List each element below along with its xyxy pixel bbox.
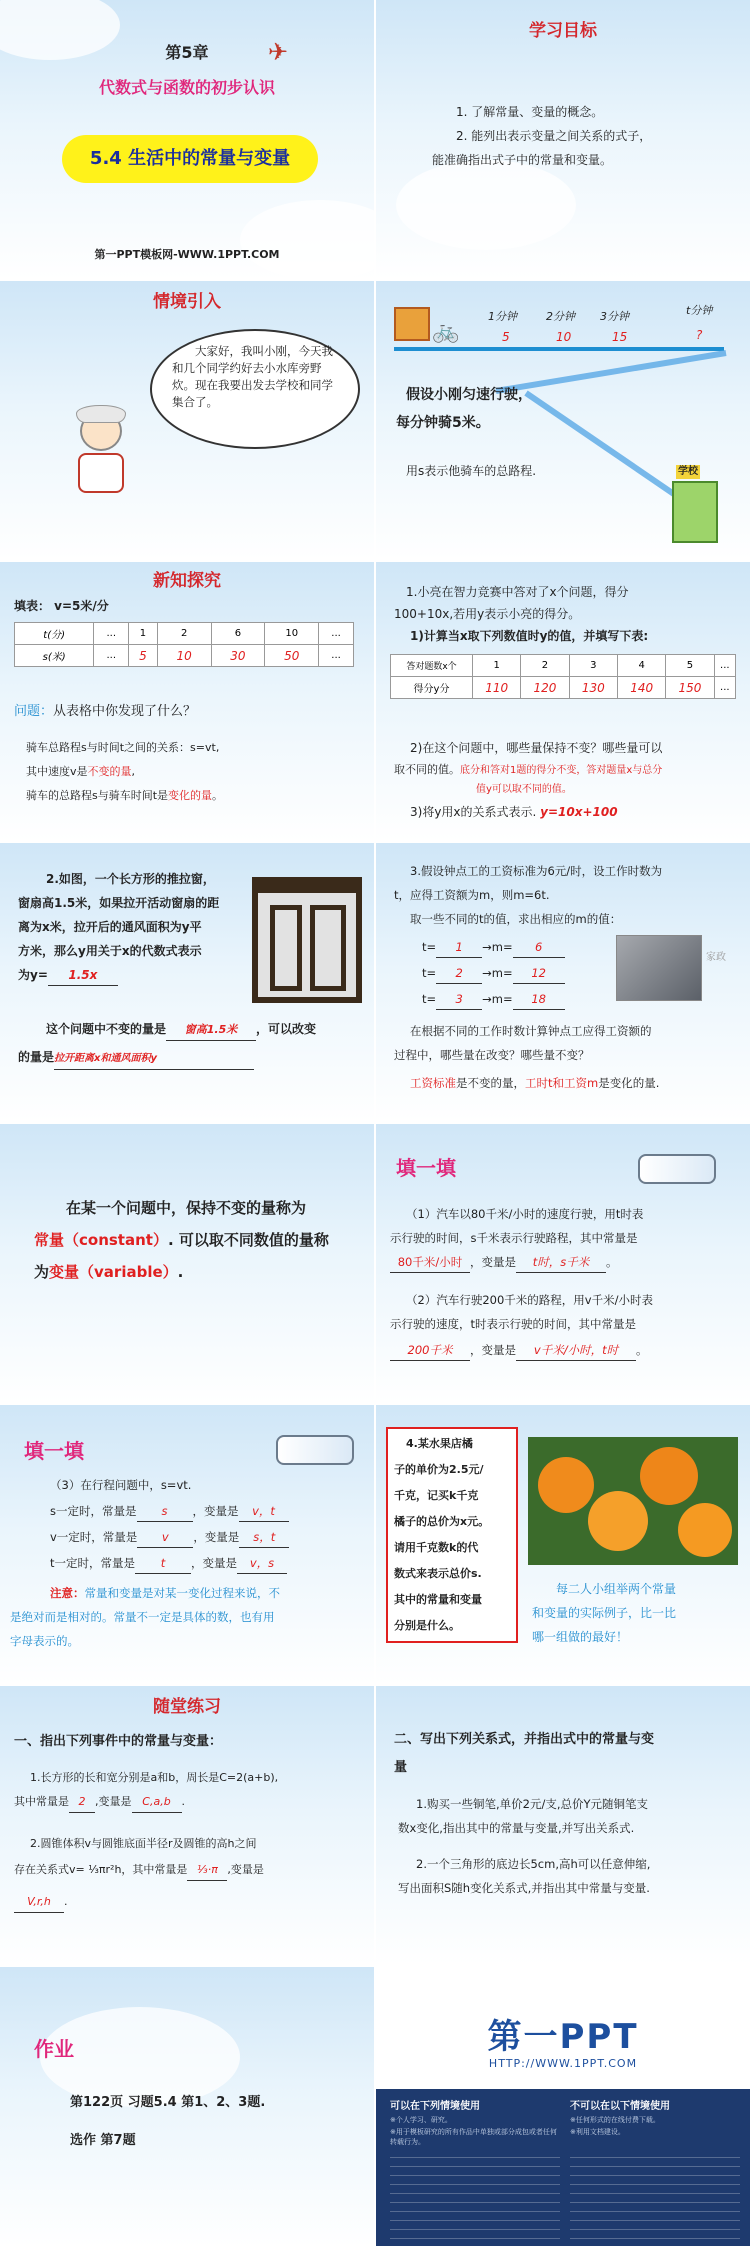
text: . (177, 1263, 184, 1281)
lesson-title-pill: 5.4 生活中的常量与变量 (62, 135, 318, 183)
answer: 80千米/小时 (390, 1252, 470, 1273)
slide-8-wage (376, 843, 750, 1122)
time-label: 3分钟 (600, 310, 629, 323)
table-cell: 30 (211, 645, 265, 667)
line-2: t，应得工资额为m，则m=6t. (394, 888, 550, 902)
slide-1-cover (0, 0, 374, 279)
line-1: 骑车总路程s与时间t之间的关系：s=vt, (26, 741, 220, 754)
line-1: 2.如图，一个长方形的推拉窗， (46, 872, 215, 886)
problem-line: 千克，记买k千克 (394, 1489, 479, 1502)
table-row (391, 677, 736, 699)
problem-line: 子的单价为2.5元/ (394, 1463, 484, 1476)
text: s一定时，常量是 (50, 1504, 137, 1518)
table-cell: ... (319, 623, 354, 645)
table-row (15, 623, 354, 645)
homework-title: 作业 (34, 2037, 74, 2061)
answer: t时，s千米 (516, 1252, 606, 1273)
table-cell: 1 (129, 623, 158, 645)
question-label: 问题： (14, 704, 54, 719)
slide-4-travel (376, 281, 750, 560)
can-use-1: ※个人学习、研究。 (390, 2116, 452, 2124)
text: 的量是 (18, 1050, 55, 1064)
answer: 12 (513, 963, 565, 984)
answer: 2 (436, 963, 482, 984)
answer: V,r,h (14, 1892, 64, 1913)
answer: 200千米 (390, 1340, 470, 1361)
note-2: 是绝对而是相对的。常量不一定是具体的数，也有用 (10, 1610, 275, 1624)
answer: 6 (513, 937, 565, 958)
line-1: 假设小刚匀速行驶， (406, 387, 532, 403)
time-label: 2分钟 (546, 310, 575, 323)
p2: 1)计算当x取下列数值时y的值，并填写下表: (410, 629, 649, 643)
highlight: 不变的量 (87, 765, 132, 778)
table-cell: 2 (157, 623, 211, 645)
cannot-use-1: ※任何形式的在线付费下载。 (570, 2116, 660, 2124)
fill-heading: 填一填 (396, 1156, 456, 1180)
bus-icon (638, 1154, 716, 1184)
p3d: 值y可以取不同的值。 (476, 784, 572, 795)
p1c (390, 1252, 618, 1273)
line-4: 方米，那么y用关于x的代数式表示 (18, 944, 202, 958)
slide-3-intro (0, 281, 374, 560)
slide-11-fill (0, 1405, 374, 1684)
p2b: 写出面积S随h变化关系式,并指出其中常量与变量. (398, 1881, 650, 1895)
cannot-use-2: ※利用文档建设。 (570, 2128, 625, 2136)
answer: 1.5x (48, 965, 118, 986)
p1a: （1）汽车以80千米/小时的速度行驶，用t时表 (406, 1207, 644, 1221)
dist-value: 10 (556, 330, 572, 344)
table-cell: 5 (129, 645, 158, 667)
table-cell: 2 (521, 655, 569, 677)
text: t一定时，常量是 (50, 1556, 136, 1570)
paper-plane-icon: ✈ (268, 38, 289, 66)
table-cell: 10 (157, 645, 211, 667)
text: ，变量是 (191, 1556, 238, 1570)
text: ，变量是 (192, 1504, 239, 1518)
text: →m= (482, 992, 513, 1006)
problem-line: 橘子的总价为x元。 (394, 1515, 490, 1528)
slide-14-practice (376, 1686, 750, 1965)
answer: v千米/小时，t时 (516, 1340, 636, 1361)
line-5: 过程中，哪些量在改变？哪些量不变？ (394, 1048, 590, 1062)
license-footer (376, 2089, 750, 2246)
slide-10-fill (376, 1124, 750, 1403)
slide-13-practice (0, 1686, 374, 1965)
p2c (390, 1340, 648, 1361)
term-constant: 常量（constant） (34, 1231, 168, 1249)
bus-icon (276, 1435, 354, 1465)
answer: 3 (436, 989, 482, 1010)
window-image (252, 877, 362, 1003)
highlight: 工资标准 (410, 1076, 456, 1090)
row-s (50, 1501, 289, 1522)
table-cell: 50 (265, 645, 319, 667)
def-line-1: 在某一个问题中，保持不变的量称为 (66, 1199, 307, 1217)
table-cell: 4 (617, 655, 665, 677)
orange-photo (528, 1437, 738, 1565)
problem-line: 请用千克数k的代 (394, 1541, 479, 1554)
line-2 (26, 762, 135, 782)
fill-heading: 填一填 (24, 1439, 84, 1463)
homework-line-1: 第122页 习题5.4 第1、2、3题. (70, 2095, 266, 2110)
def-line-2 (34, 1230, 329, 1250)
slide-9-definition (0, 1124, 374, 1403)
p1b: 示行驶的时间，s千米表示行驶路程，其中常量是 (390, 1231, 638, 1245)
answer: v (137, 1527, 193, 1548)
text: 。 (636, 1343, 648, 1357)
text: . (64, 1895, 68, 1908)
text: →m= (482, 940, 513, 954)
slide-title: 新知探究 (153, 571, 221, 591)
heading-2: 量 (394, 1760, 408, 1775)
slide-title: 随堂练习 (153, 1697, 221, 1717)
bubble-text: 大家好，我叫小刚，今天我和几个同学约好去小水库旁野炊。现在我要出发去学校和同学集合了。 (172, 344, 333, 409)
wage-row (422, 963, 565, 984)
heading-1: 二、写出下列关系式，并指出式中的常量与变 (394, 1732, 655, 1747)
line-1: （3）在行程问题中，s=vt. (50, 1478, 192, 1492)
row-t (50, 1553, 287, 1574)
school-label: 学校 (678, 466, 698, 477)
text: t= (422, 992, 437, 1006)
table-cell: 120 (521, 677, 569, 699)
table-cell: 3 (569, 655, 617, 677)
p2a: （2）汽车行驶200千米的路程，用v千米/小时表 (406, 1293, 653, 1307)
problem-line: 其中的常量和变量 (394, 1593, 482, 1606)
text: , (131, 765, 136, 778)
text: 3)将y用x的关系式表示. (410, 805, 537, 819)
school-building (672, 481, 718, 543)
table-cell: ... (319, 645, 354, 667)
table-cell: 150 (666, 677, 714, 699)
text: . 可以取不同数值的量称 (167, 1231, 329, 1249)
line-5 (18, 965, 118, 986)
line-6 (410, 1073, 659, 1093)
text: v一定时，常量是 (50, 1530, 138, 1544)
table-cell: s(米) (15, 645, 94, 667)
table-cell: 5 (666, 655, 714, 677)
table-cell: 答对题数x个 (391, 655, 473, 677)
highlight: 变化的量 (168, 789, 213, 802)
housekeeping-photo (616, 935, 702, 1001)
text: 。 (606, 1255, 618, 1269)
can-use-heading: 可以在下列情境使用 (390, 2101, 480, 2112)
line-7 (18, 1047, 254, 1070)
text: 这个问题中不变的量是 (46, 1022, 167, 1036)
answer: C,a,b (132, 1792, 182, 1813)
wage-row (422, 989, 565, 1010)
answer: v，s (237, 1553, 287, 1574)
note-1 (50, 1583, 280, 1603)
link-list-right (570, 2149, 740, 2239)
def-line-3 (34, 1262, 183, 1282)
slide-12-orange (376, 1405, 750, 1684)
text: 是变化的量. (598, 1076, 660, 1090)
line-3 (26, 786, 223, 806)
answer: 拉开距离x和通风面积y (54, 1049, 254, 1070)
answer: 1 (436, 937, 482, 958)
table-cell: ... (94, 645, 129, 667)
answer: s (137, 1501, 193, 1522)
table-cell: 得分y分 (391, 677, 473, 699)
text: →m= (482, 966, 513, 980)
time-label: 1分钟 (488, 310, 517, 323)
line-1: 3.假设钟点工的工资标准为6元/时，设工作时数为 (410, 864, 663, 878)
answer: 底分和答对1题的得分不变，答对题量x与总分 (460, 765, 663, 776)
side-line-1: 每二人小组举两个常量 (556, 1582, 677, 1596)
p3a: 2)在这个问题中，哪些量保持不变？哪些量可以 (410, 741, 663, 755)
can-use-2: ※用于模板研究的所有作品中单独或部分成包或者任何转载行为。 (390, 2128, 557, 2146)
note-label: 注意： (50, 1586, 85, 1600)
p1b: 数x变化,指出其中的常量与变量,并写出关系式. (398, 1821, 635, 1835)
p2b: 示行驶的速度，t时表示行驶的时间，其中常量是 (390, 1317, 637, 1331)
table-cell: ... (94, 623, 129, 645)
score-table (390, 654, 736, 699)
answer: v，t (239, 1501, 289, 1522)
slide-7-window (0, 843, 374, 1122)
answer: t (135, 1553, 191, 1574)
term-variable: 变量（variable） (49, 1263, 178, 1281)
answer: 窗高1.5米 (166, 1020, 256, 1041)
heading: 一、指出下列事件中的常量与变量： (14, 1734, 223, 1749)
question (14, 702, 196, 722)
slide-title: 学习目标 (529, 21, 597, 41)
row-v (50, 1527, 289, 1548)
line-4: 在根据不同的工作时数计算钟点工应得工资额的 (410, 1024, 652, 1038)
note-text: 常量和变量是对某一变化过程来说，不 (84, 1586, 280, 1600)
table-cell: 130 (569, 677, 617, 699)
problem-line: 数式来表示总价s. (394, 1567, 482, 1580)
text: 是不变的量， (456, 1076, 525, 1090)
highlight: 工时t和工资m (525, 1076, 599, 1090)
slide-title: 情境引入 (153, 292, 221, 312)
p4 (410, 802, 618, 822)
text: 存在关系式v= ⅓πr²h，其中常量是 (14, 1863, 188, 1876)
problem-line: 4.某水果店橘 (406, 1437, 473, 1450)
answer: ⅓·π (187, 1860, 227, 1881)
slide-5-explore (0, 562, 374, 841)
dist-value: 5 (502, 330, 510, 344)
brand-url[interactable]: HTTP://WWW.1PPT.COM (488, 2057, 638, 2070)
answer: 2 (69, 1792, 95, 1813)
p1a: 1.小亮在智力竞赛中答对了x个问题，得分 (406, 585, 629, 599)
line-6 (46, 1019, 316, 1041)
line-2: 窗扇高1.5米，如果拉开活动窗扇的距 (18, 896, 220, 910)
text: 骑车的总路程s与骑车时间t是 (26, 789, 169, 802)
p1a: 1.长方形的长和宽分别是a和b，周长是C=2(a+b), (30, 1771, 279, 1784)
cannot-use-heading: 不可以在以下情境使用 (570, 2101, 670, 2112)
p2b (14, 1860, 264, 1881)
text: t= (422, 966, 437, 980)
slide-16-brand (376, 1967, 750, 2246)
goal-item-1: 1. 了解常量、变量的概念。 (456, 105, 604, 119)
table-cell: 140 (617, 677, 665, 699)
table-cell: 10 (265, 623, 319, 645)
table-cell: ... (714, 677, 735, 699)
line-3: 用s表示他骑车的总路程. (406, 464, 537, 478)
line-3: 离为x米，拉开后的通风面积为y平 (18, 920, 202, 934)
text: t= (422, 940, 437, 954)
goal-item-2-cont: 能准确指出式子中的常量和变量。 (432, 153, 613, 167)
text: 为 (34, 1263, 50, 1281)
speed-table (14, 622, 354, 667)
text: 。 (212, 789, 224, 802)
slide-15-homework (0, 1967, 374, 2246)
chapter-label: 第5章 (165, 43, 209, 62)
slide-2-goals (376, 0, 750, 279)
p1b (14, 1792, 185, 1813)
p3b (394, 760, 662, 781)
p2c (14, 1892, 68, 1913)
site-label: 第一PPT模板网-WWW.1PPT.COM (94, 248, 280, 261)
text: 其中常量是 (14, 1795, 69, 1808)
text: 取不同的值。 (394, 763, 460, 776)
side-line-3: 哪一组做的最好！ (532, 1630, 629, 1644)
chapter-subtitle: 代数式与函数的初步认识 (98, 78, 275, 97)
brand-logo: 第一PPT (487, 2017, 639, 2057)
dist-value: ? (696, 328, 703, 342)
text: 为y= (18, 968, 48, 982)
p1b: 100+10x,若用y表示小亮的得分。 (394, 607, 581, 621)
text: ，可以改变 (256, 1022, 317, 1036)
question-text: 从表格中你发现了什么？ (53, 704, 197, 719)
note-3: 字母表示的。 (10, 1634, 79, 1648)
line-2: 每分钟骑5米。 (396, 415, 490, 431)
goal-item-2: 2. 能列出表示变量之间关系的式子， (456, 129, 652, 143)
slide-6-quiz (376, 562, 750, 841)
time-label: t分钟 (686, 304, 713, 317)
text: ，变量是 (470, 1343, 516, 1357)
table-cell: t(分) (15, 623, 94, 645)
text: ，变量是 (470, 1255, 516, 1269)
link-list-left (390, 2149, 560, 2239)
text: ,变量是 (227, 1863, 264, 1876)
table-cell: ... (714, 655, 735, 677)
table-row (15, 645, 354, 667)
problem-line: 分别是什么。 (394, 1619, 460, 1632)
answer: y=10x+100 (540, 805, 618, 819)
bicycle-icon: 🚲 (432, 319, 460, 344)
line-3: 取一些不同的t的值，求出相应的m的值： (410, 912, 622, 926)
text: 其中速度v是 (26, 765, 88, 778)
answer: 18 (513, 989, 565, 1010)
answer: s，t (239, 1527, 289, 1548)
dist-value: 15 (612, 330, 628, 344)
text: ,变量是 (95, 1795, 132, 1808)
table-label: 填表： v=5米/分 (14, 599, 109, 613)
text: ，变量是 (193, 1530, 240, 1544)
boy-avatar (70, 411, 130, 501)
p1a: 1.购买一些铜笔,单价2元/支,总价Y元随铜笔支 (416, 1797, 648, 1811)
problem-lines (394, 1431, 489, 1639)
table-cell: 110 (473, 677, 521, 699)
table-cell: 6 (211, 623, 265, 645)
wage-row (422, 937, 565, 958)
side-line-2: 和变量的实际例子，比一比 (532, 1606, 677, 1620)
table-cell: 1 (473, 655, 521, 677)
text: . (181, 1795, 185, 1808)
photo-caption: 家政 (706, 952, 726, 963)
p2a: 2.圆锥体积v与圆锥底面半径r及圆锥的高h之间 (30, 1837, 257, 1850)
p2a: 2.一个三角形的底边长5cm,高h可以任意伸缩, (416, 1857, 651, 1871)
table-row (391, 655, 736, 677)
homework-line-2: 选作 第7题 (70, 2133, 136, 2148)
